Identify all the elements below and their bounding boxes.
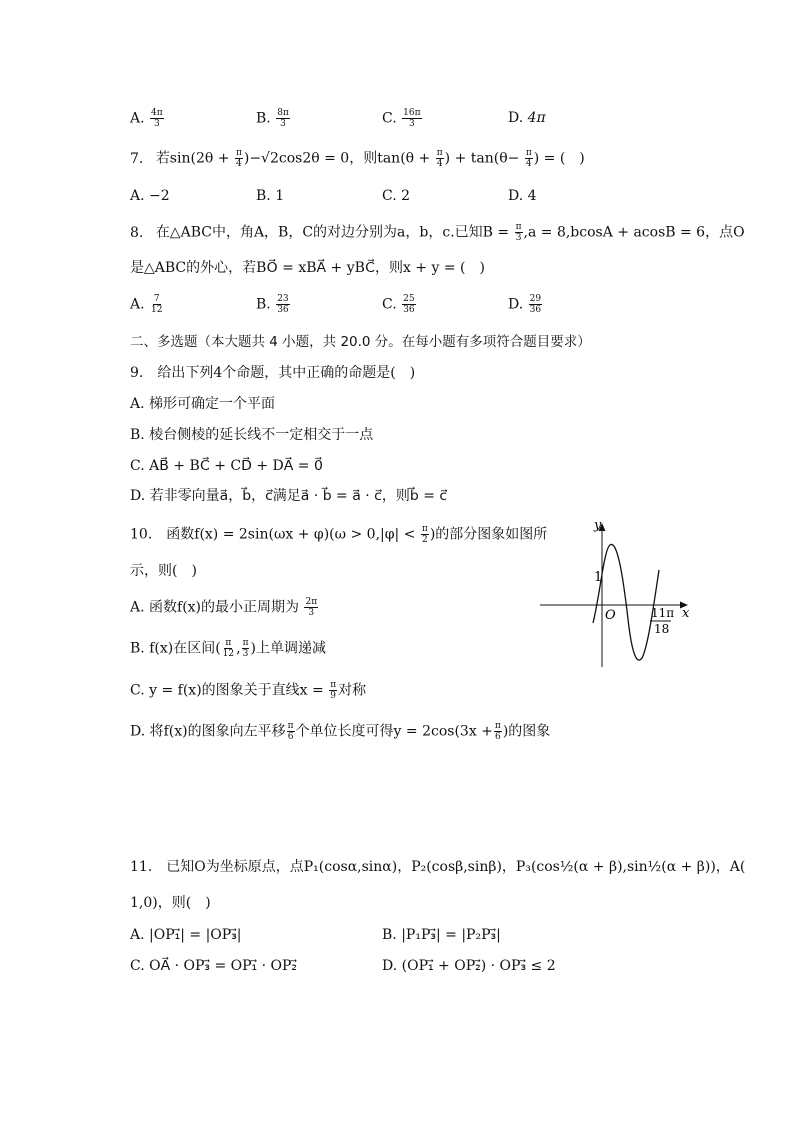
fraction bbox=[529, 294, 542, 315]
q7-option-c: C. 2 bbox=[382, 188, 411, 204]
origin-label: O bbox=[605, 608, 616, 623]
q10-option-c bbox=[130, 680, 366, 701]
q10-option-b bbox=[130, 638, 326, 659]
fraction-den: 4 bbox=[436, 159, 443, 169]
q9-option-b: B. 棱台侧棱的延长线不一定相交于一点 bbox=[130, 427, 374, 443]
q8-option-b bbox=[256, 294, 291, 315]
fraction-den: 6 bbox=[495, 732, 501, 742]
fraction-den: 3 bbox=[242, 649, 249, 659]
fraction-num: π bbox=[225, 638, 232, 648]
q9-option-c: C. AB⃗ + BC⃗ + CD⃗ + DA⃗ = 0⃗ bbox=[130, 458, 323, 474]
q7-stem bbox=[130, 148, 585, 169]
fraction-num: 25 bbox=[403, 294, 415, 304]
fraction-den: 3 bbox=[515, 233, 522, 243]
q11-option-d: D. (OP₁⃗ + OP₂⃗) · OP₃⃗ ≤ 2 bbox=[382, 958, 556, 974]
option-letter: A. bbox=[130, 296, 145, 313]
fraction-num: 2π bbox=[305, 597, 318, 607]
fraction-den: 2 bbox=[421, 535, 428, 545]
fraction bbox=[304, 597, 318, 618]
fraction-num: 23 bbox=[277, 294, 289, 304]
fraction-num: π bbox=[235, 148, 242, 158]
fraction bbox=[402, 108, 421, 129]
x-tick-den: 18 bbox=[654, 622, 670, 636]
fraction-num: 29 bbox=[529, 294, 542, 304]
q6-option-a bbox=[130, 108, 165, 129]
fraction-den: 12 bbox=[151, 305, 163, 315]
option-text: A. 函数f(x)的最小正周期为 bbox=[130, 599, 300, 616]
fraction bbox=[150, 294, 163, 315]
option-letter: D. bbox=[508, 296, 524, 313]
q10-option-a bbox=[130, 597, 319, 618]
q9-option-d: D. 若非零向量a⃗，b⃗，c⃗满足a⃗ · b⃗ = a⃗ · c⃗，则b⃗ = c⃗ bbox=[130, 488, 448, 504]
q10-stem-line2: 示，则( ) bbox=[130, 563, 197, 579]
fraction bbox=[235, 148, 243, 169]
q7-option-a: A. −2 bbox=[130, 188, 170, 204]
fraction-num: π bbox=[287, 721, 294, 731]
option-text: 4π bbox=[527, 110, 546, 126]
fraction-den: 3 bbox=[280, 119, 286, 129]
fraction-num: 8π bbox=[277, 108, 289, 118]
sine-curve bbox=[593, 544, 659, 660]
fraction-den: 12 bbox=[222, 649, 235, 659]
option-letter: D. bbox=[508, 110, 524, 126]
option-letter: B. bbox=[256, 110, 271, 127]
fraction-num: 7 bbox=[153, 294, 160, 304]
option-text: C. y = f(x)的图象关于直线x = bbox=[130, 682, 324, 699]
separator: , bbox=[236, 640, 241, 657]
x-axis-label: x bbox=[682, 606, 690, 621]
q11-option-b: B. |P₁P₃⃗| = |P₂P₃⃗| bbox=[382, 927, 501, 943]
fraction-den: 6 bbox=[287, 732, 294, 742]
fraction bbox=[525, 148, 533, 169]
question-number: 8. bbox=[130, 224, 144, 241]
fraction-num: π bbox=[525, 148, 532, 158]
fraction-den: 4 bbox=[525, 159, 532, 169]
stem-text: )−√2cos2θ = 0，则tan(θ + bbox=[243, 150, 431, 167]
fraction-den: 36 bbox=[529, 305, 542, 315]
graph-svg bbox=[538, 515, 698, 675]
question-number: 7. bbox=[130, 150, 144, 167]
fraction bbox=[276, 108, 290, 129]
q6-option-c bbox=[382, 108, 423, 129]
q8-stem-line1 bbox=[130, 222, 745, 243]
option-letter: C. bbox=[382, 296, 397, 313]
y-tick-label: 1 bbox=[594, 570, 603, 585]
q11-stem-line2: 1,0)，则( ) bbox=[130, 895, 211, 911]
fraction-den: 4 bbox=[236, 159, 242, 169]
fraction bbox=[329, 680, 337, 701]
q8-option-c bbox=[382, 294, 417, 315]
option-letter: A. bbox=[130, 110, 145, 127]
q11-option-a: A. |OP₁⃗| = |OP₃⃗| bbox=[130, 927, 242, 943]
fraction bbox=[287, 721, 295, 742]
fraction-den: 3 bbox=[153, 119, 160, 129]
q8-stem-line2: 是△ABC的外心，若BO⃗ = xBA⃗ + yBC⃗，则x + y = ( ) bbox=[130, 260, 485, 276]
q8-option-d bbox=[508, 294, 543, 315]
stem-text: )的部分图象如图所 bbox=[429, 526, 548, 543]
fraction-num: π bbox=[330, 680, 337, 690]
fraction bbox=[242, 638, 250, 659]
q7-option-b: B. 1 bbox=[256, 188, 285, 204]
fraction bbox=[515, 222, 523, 243]
fraction bbox=[494, 721, 502, 742]
fraction bbox=[276, 294, 289, 315]
option-letter: B. bbox=[256, 296, 271, 313]
y-axis-label: y bbox=[594, 518, 602, 533]
q9-stem: 9. 给出下列4个命题，其中正确的命题是( ) bbox=[130, 365, 416, 381]
stem-text: 在△ABC中，角A，B，C的对边分别为a，b，c.已知B = bbox=[155, 224, 510, 241]
q7-option-d: D. 4 bbox=[508, 188, 537, 204]
option-letter: C. bbox=[382, 110, 397, 127]
fraction-num: 4π bbox=[151, 108, 163, 118]
section-header: 二、多选题（本大题共 4 小题，共 20.0 分。在每小题有多项符合题目要求） bbox=[130, 334, 591, 350]
fraction-den: 3 bbox=[308, 608, 315, 618]
fraction-num: π bbox=[494, 721, 501, 731]
q6-option-b bbox=[256, 108, 291, 129]
fraction-den: 36 bbox=[277, 305, 289, 315]
q9-option-a: A. 梯形可确定一个平面 bbox=[130, 396, 276, 412]
stem-text: ,a = 8,bcosA + acosB = 6，点O bbox=[523, 224, 745, 241]
fraction-den: 9 bbox=[330, 691, 337, 701]
fraction bbox=[436, 148, 444, 169]
option-text: )的图象 bbox=[502, 723, 551, 740]
fraction-num: π bbox=[421, 524, 428, 534]
stem-text: ) + tan(θ− bbox=[444, 150, 520, 167]
q11-option-c: C. OA⃗ · OP₃⃗ = OP₁⃗ · OP₂⃗ bbox=[130, 958, 298, 974]
sine-graph bbox=[538, 515, 698, 675]
fraction-num: π bbox=[515, 222, 522, 232]
option-text: D. 将f(x)的图象向左平移 bbox=[130, 723, 286, 740]
option-text: B. f(x)在区间( bbox=[130, 640, 221, 657]
fraction-den: 36 bbox=[403, 305, 415, 315]
q10-stem-line1 bbox=[130, 524, 547, 545]
fraction bbox=[402, 294, 415, 315]
fraction bbox=[421, 524, 429, 545]
stem-text: 若sin(2θ + bbox=[155, 150, 230, 167]
fraction-den: 3 bbox=[408, 119, 415, 129]
fraction-num: π bbox=[242, 638, 249, 648]
q10-option-d bbox=[130, 721, 550, 742]
q11-stem-line1: 11. 已知O为坐标原点，点P₁(cosα,sinα)，P₂(cosβ,sinβ)，P₃(cos½(α + β),sin½(α + β))，A( bbox=[130, 859, 746, 875]
option-text: 对称 bbox=[338, 682, 367, 699]
fraction bbox=[222, 638, 235, 659]
q6-option-d bbox=[508, 108, 546, 128]
fraction-num: π bbox=[436, 148, 443, 158]
stem-text: ) = ( ) bbox=[533, 150, 585, 167]
option-text: 个单位长度可得y = 2cos(3x + bbox=[295, 723, 493, 740]
q8-option-a bbox=[130, 294, 164, 315]
x-tick-num: 11π bbox=[651, 606, 675, 620]
stem-text: 10. 函数f(x) = 2sin(ωx + φ)(ω > 0,|φ| < bbox=[130, 526, 416, 543]
fraction-num: 16π bbox=[403, 108, 421, 118]
fraction bbox=[150, 108, 164, 129]
option-text: )上单调递减 bbox=[250, 640, 326, 657]
